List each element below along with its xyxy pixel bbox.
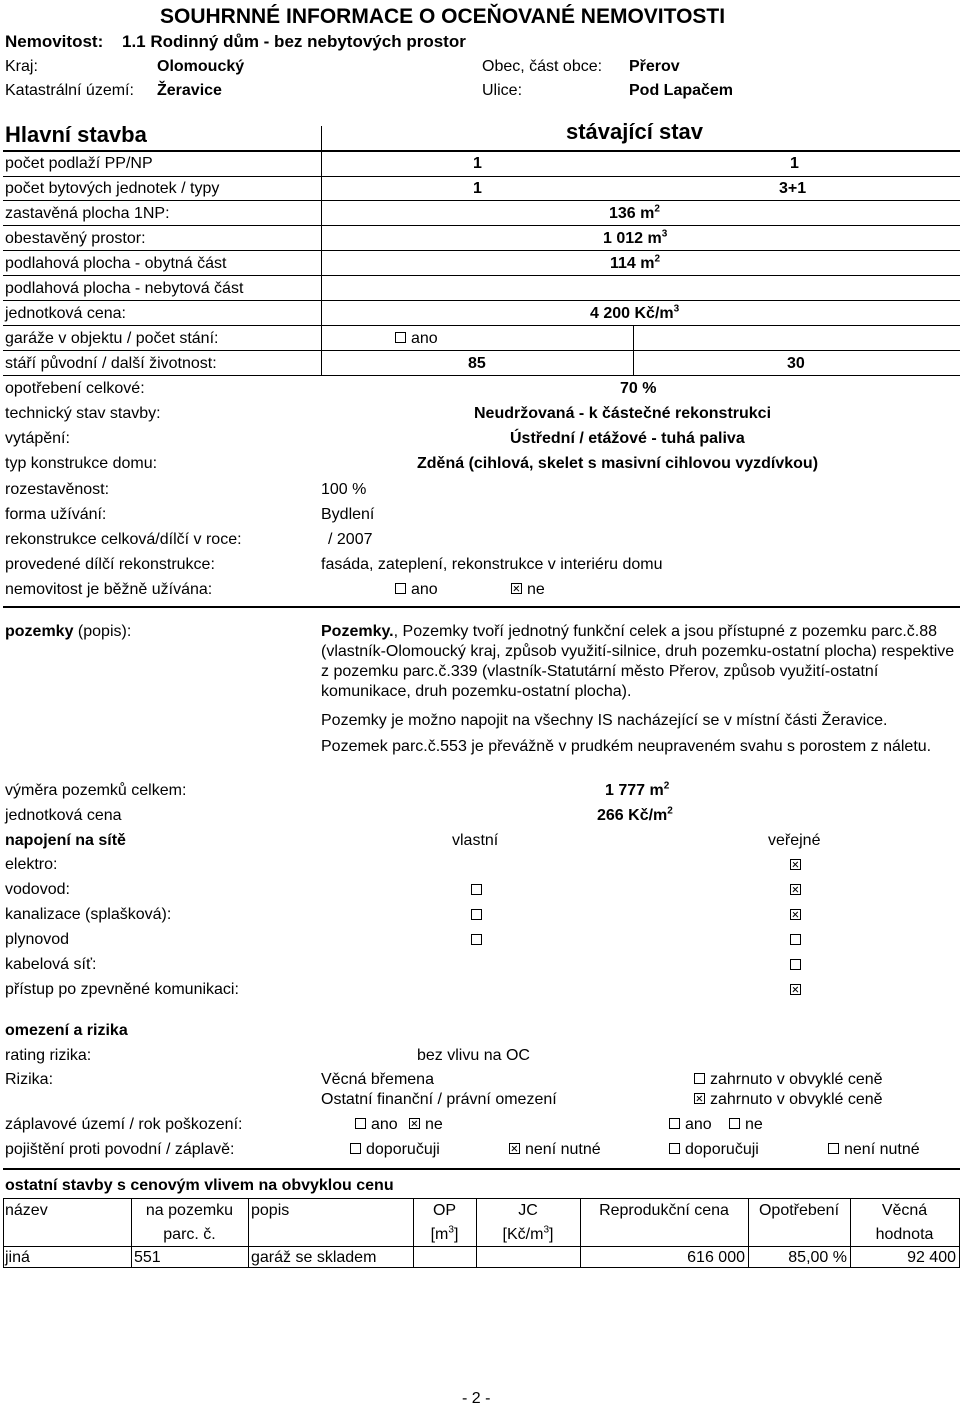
volume-label: obestavěný prostor:	[5, 230, 146, 247]
state-title: stávající stav	[566, 119, 703, 144]
row-divider	[3, 275, 960, 276]
th-jc-2a: [Kč/m	[502, 1226, 544, 1243]
floor-res-number: 114 m	[610, 255, 655, 272]
insurance-recommended-2-checkbox-icon[interactable]	[669, 1143, 680, 1154]
flood-label: záplavové území / rok poškození:	[5, 1116, 243, 1133]
risk-1-checkbox-icon[interactable]	[694, 1073, 705, 1084]
risk-2-note[interactable]	[694, 1090, 883, 1110]
flood-no-checkbox-checked-icon[interactable]	[409, 1118, 420, 1129]
th-desc: popis	[251, 1202, 290, 1219]
table-grid	[3, 1198, 4, 1268]
volume-exp: 3	[661, 228, 668, 240]
main-section-title: Hlavní stavba	[5, 122, 147, 147]
unit-price-value	[590, 304, 679, 324]
land-paragraph-1	[321, 622, 959, 702]
floors-label: počet podlaží PP/NP	[5, 155, 153, 172]
built-area-number: 136 m	[609, 205, 655, 222]
flood-yes-label: ano	[371, 1116, 398, 1133]
flood-no-2-checkbox-icon[interactable]	[729, 1118, 740, 1129]
td-repro: 616 000	[687, 1249, 745, 1266]
units-label: počet bytových jednotek / typy	[5, 180, 220, 197]
th-name: název	[5, 1202, 48, 1219]
page-number: - 2 -	[462, 1390, 491, 1407]
reconstruction-value: / 2007	[328, 531, 373, 548]
utility-own-checkbox-icon[interactable]	[471, 934, 482, 945]
flood-no-2[interactable]	[729, 1115, 763, 1135]
land-paragraph-3: Pozemek parc.č.553 je převážně v prudkém neupraveném svahu s porostem z náletu.	[321, 738, 932, 755]
insurance-not-needed-2[interactable]	[828, 1140, 920, 1160]
td-parcel: 551	[134, 1249, 161, 1266]
insurance-not-needed[interactable]	[509, 1140, 601, 1160]
utility-own-checkbox-icon[interactable]	[471, 909, 482, 920]
th-op-2b: ]	[453, 1226, 459, 1243]
ulice-label: Ulice:	[482, 82, 523, 99]
usage-label: forma užívání:	[5, 506, 107, 523]
risk-1: Věcná břemena	[321, 1071, 434, 1088]
utility-public-checkbox-checked-icon[interactable]	[790, 984, 801, 995]
land-price-number: 266 Kč/m	[597, 807, 668, 824]
volume-value	[603, 229, 667, 249]
construction-label: typ konstrukce domu:	[5, 455, 158, 472]
garage-checkbox-icon[interactable]	[395, 332, 406, 343]
flood-no-2-label: ne	[745, 1116, 763, 1133]
table-row-divider	[3, 1246, 960, 1247]
land-label	[5, 622, 131, 642]
th-op-2exp: 3	[448, 1224, 454, 1236]
land-price-label: jednotková cena	[5, 807, 122, 824]
risk-2: Ostatní finanční / právní omezení	[321, 1091, 557, 1108]
rating-label: rating rizika:	[5, 1047, 92, 1064]
utility-label: kabelová síť:	[5, 956, 97, 973]
floor-nonres-label: podlahová plocha - nebytová část	[5, 280, 244, 297]
kraj-label: Kraj:	[5, 58, 38, 75]
ulice-value: Pod Lapačem	[629, 82, 734, 99]
td-value: 92 400	[907, 1249, 956, 1266]
risk-1-note-label: zahrnuto v obvyklé ceně	[710, 1071, 883, 1088]
table-border	[3, 1267, 960, 1268]
row-divider	[3, 200, 960, 201]
reconstruction-label: rekonstrukce celková/dílčí v roce:	[5, 531, 242, 548]
land-area-number: 1 777 m	[605, 782, 664, 799]
land-label-rest: (popis):	[73, 623, 132, 640]
flood-yes-checkbox-icon[interactable]	[355, 1118, 366, 1129]
partial-recon-label: provedené dílčí rekonstrukce:	[5, 556, 215, 573]
property-label: Nemovitost:	[5, 32, 104, 51]
completion-label: rozestavěnost:	[5, 481, 110, 498]
insurance-not-needed-2-label: není nutné	[844, 1141, 920, 1158]
insurance-recommended[interactable]	[350, 1140, 440, 1160]
td-desc: garáž se skladem	[251, 1249, 377, 1266]
age-original: 85	[468, 355, 486, 372]
land-paragraph-2: Pozemky je možno napojit na všechny IS nacházející se v místní části Žeravice.	[321, 712, 888, 729]
in-use-no-checkbox-checked-icon[interactable]	[511, 583, 522, 594]
row-divider	[3, 250, 960, 251]
land-area-label: výměra pozemků celkem:	[5, 782, 187, 799]
insurance-recommended-label: doporučuji	[366, 1141, 440, 1158]
tech-state-label: technický stav stavby:	[5, 405, 161, 422]
row-divider	[3, 325, 960, 326]
th-op-2	[413, 1225, 476, 1245]
risk-2-checkbox-checked-icon[interactable]	[694, 1093, 705, 1104]
obec-value: Přerov	[629, 58, 680, 75]
th-wear: Opotřebení	[758, 1202, 840, 1219]
ku-label: Katastrální území:	[5, 82, 134, 99]
land-price-exp: 2	[667, 805, 673, 817]
utility-public-checkbox-icon[interactable]	[790, 934, 801, 945]
age-label: stáří původní / další životnost:	[5, 355, 217, 372]
utilities-title: napojení na sítě	[5, 832, 126, 849]
units-count: 1	[473, 180, 482, 197]
land-area-exp: 2	[663, 780, 670, 792]
utility-label: vodovod:	[5, 881, 70, 898]
table-border	[3, 1198, 960, 1199]
other-buildings-title: ostatní stavby s cenovým vlivem na obvyklou cenu	[5, 1177, 394, 1194]
flood-yes-2-checkbox-icon[interactable]	[669, 1118, 680, 1129]
floors-pp: 1	[473, 155, 482, 172]
obec-label: Obec, část obce:	[482, 58, 603, 75]
floor-res-exp: 2	[654, 253, 661, 265]
grid-line	[321, 126, 322, 376]
th-value-1: Věcná	[881, 1202, 928, 1219]
garage-option[interactable]	[395, 329, 438, 349]
utility-label: elektro:	[5, 856, 58, 873]
property-value: 1.1 Rodinný dům - bez nebytových prostor	[122, 32, 466, 51]
ku-value: Žeravice	[157, 82, 222, 99]
flood-no[interactable]	[409, 1115, 443, 1135]
land-price-value	[597, 806, 673, 826]
wear-value: 70 %	[620, 380, 657, 397]
in-use-no-label: ne	[527, 581, 545, 598]
utility-own-checkbox-icon[interactable]	[471, 884, 482, 895]
th-op-2a: [m	[430, 1226, 449, 1243]
heating-value: Ústřední / etážové - tuhá paliva	[510, 430, 745, 447]
th-jc-2	[476, 1225, 580, 1245]
unit-price-number: 4 200 Kč/m	[590, 305, 674, 322]
land-area-value	[605, 781, 669, 801]
row-divider	[3, 300, 960, 301]
units-type: 3+1	[779, 180, 807, 197]
construction-value: Zděná (cihlová, skelet s masivní cihlovou vyzdívkou)	[417, 455, 819, 472]
insurance-label: pojištění proti povodní / záplavě:	[5, 1141, 235, 1158]
row-divider	[3, 176, 960, 177]
utility-label: přístup po zpevněné komunikaci:	[5, 981, 239, 998]
section-divider	[3, 1168, 960, 1170]
risk-1-note[interactable]	[694, 1070, 883, 1090]
th-op-1: OP	[432, 1202, 457, 1219]
unit-price-label: jednotková cena:	[5, 305, 126, 322]
utility-public-checkbox-checked-icon[interactable]	[790, 909, 801, 920]
completion-value: 100 %	[321, 481, 367, 498]
flood-no-label: ne	[425, 1116, 443, 1133]
utility-public-checkbox-checked-icon[interactable]	[790, 859, 801, 870]
row-divider	[3, 350, 960, 351]
row-divider	[3, 225, 960, 226]
th-repro: Reprodukční cena	[599, 1202, 729, 1219]
tech-state-value: Neudržovaná - k částečné rekonstrukci	[474, 405, 772, 422]
garage-option-label: ano	[411, 330, 438, 347]
in-use-yes[interactable]	[395, 580, 438, 600]
utilities-col-own: vlastní	[452, 832, 499, 849]
utility-public-checkbox-icon[interactable]	[790, 959, 801, 970]
built-area-value	[609, 204, 660, 224]
risks-title: omezení a rizika	[5, 1022, 128, 1039]
grid-line	[633, 326, 634, 376]
in-use-yes-checkbox-icon[interactable]	[395, 583, 406, 594]
wear-label: opotřebení celkové:	[5, 380, 145, 397]
unit-price-exp: 3	[673, 303, 680, 315]
td-name: jiná	[5, 1249, 30, 1266]
row-divider	[3, 375, 960, 376]
td-wear: 85,00 %	[788, 1249, 847, 1266]
volume-number: 1 012 m	[603, 230, 662, 247]
flood-yes[interactable]	[355, 1115, 398, 1135]
flood-yes-2[interactable]	[669, 1115, 712, 1135]
kraj-value: Olomoucký	[157, 58, 245, 75]
insurance-not-needed-label: není nutné	[525, 1141, 601, 1158]
usage-value: Bydlení	[321, 506, 375, 523]
garage-label: garáže v objektu / počet stání:	[5, 330, 219, 347]
utility-label: plynovod	[5, 931, 70, 948]
section-divider	[3, 150, 960, 152]
page-title: SOUHRNNÉ INFORMACE O OCEŇOVANÉ NEMOVITOSTI	[160, 5, 726, 28]
th-parcel-2: parc. č.	[163, 1226, 216, 1243]
risk-2-note-label: zahrnuto v obvyklé ceně	[710, 1091, 883, 1108]
th-jc-2b: ]	[549, 1226, 554, 1243]
built-area-label: zastavěná plocha 1NP:	[5, 205, 170, 222]
utility-label: kanalizace (splašková):	[5, 906, 172, 923]
section-divider	[3, 606, 960, 608]
land-p1-bold: Pozemky.	[321, 623, 394, 640]
built-area-exp: 2	[654, 203, 660, 215]
in-use-no[interactable]	[511, 580, 545, 600]
in-use-yes-label: ano	[411, 581, 438, 598]
utility-public-checkbox-checked-icon[interactable]	[790, 884, 801, 895]
insurance-not-needed-2-checkbox-icon[interactable]	[828, 1143, 839, 1154]
th-value-2: hodnota	[875, 1226, 934, 1243]
insurance-recommended-checkbox-icon[interactable]	[350, 1143, 361, 1154]
risks-label: Rizika:	[5, 1071, 54, 1088]
flood-yes-2-label: ano	[685, 1116, 712, 1133]
insurance-recommended-2[interactable]	[669, 1140, 759, 1160]
insurance-not-needed-checkbox-checked-icon[interactable]	[509, 1143, 520, 1154]
utilities-col-public: veřejné	[768, 832, 821, 849]
th-jc-1: JC	[518, 1202, 538, 1219]
partial-recon-value: fasáda, zateplení, rekonstrukce v interiéru domu	[321, 556, 663, 573]
th-jc-2exp: 3	[543, 1224, 549, 1236]
rating-value: bez vlivu na OC	[417, 1047, 530, 1064]
floor-res-label: podlahová plocha - obytná část	[5, 255, 227, 272]
table-grid	[248, 1198, 249, 1268]
land-p1-rest: , Pozemky tvoří jednotný funkční celek a jsou přístupné z pozemku parc.č.88 (vlastník-Olomoucký kraj, způsob využití-silnice, druh pozemku-ostatní plocha) respektive z pozemku parc.č.339 (vlastník-Statutární město Přerov, způsob využití-ostatní komunikace, druh pozemku-ostatní plocha).	[321, 623, 955, 700]
floors-np: 1	[790, 155, 799, 172]
age-further: 30	[787, 355, 805, 372]
insurance-recommended-2-label: doporučuji	[685, 1141, 759, 1158]
floor-res-value	[610, 254, 660, 274]
heating-label: vytápění:	[5, 430, 70, 447]
land-label-bold: pozemky	[5, 623, 74, 640]
in-use-label: nemovitost je běžně užívána:	[5, 581, 213, 598]
th-parcel-1: na pozemku	[145, 1202, 234, 1219]
